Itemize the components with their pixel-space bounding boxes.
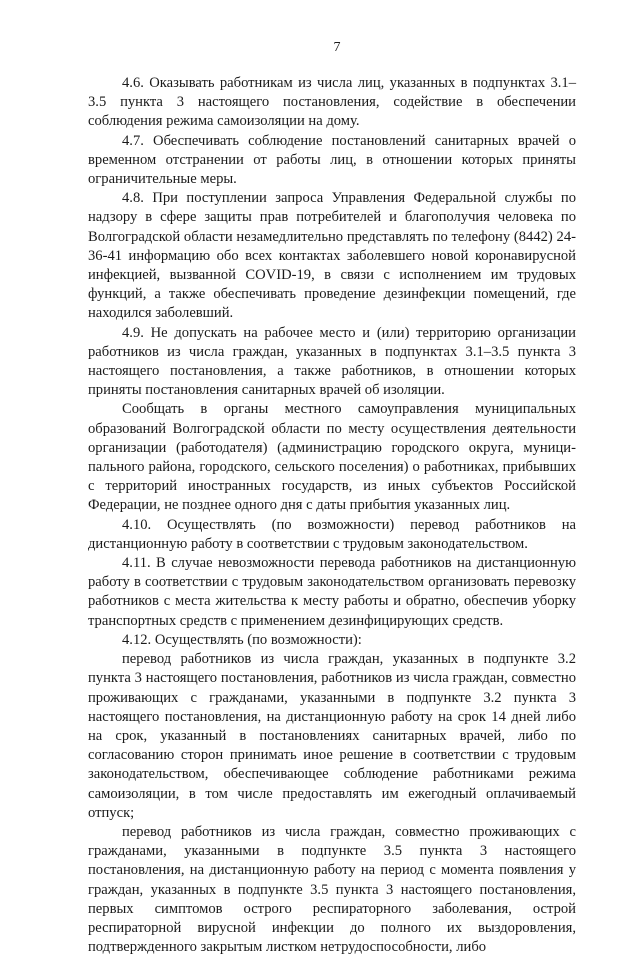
- paragraph-transfer-3-2: перевод работников из числа граждан, указанных в подпункте 3.2 пункта 3 настоящего постановления, работников из числа граждан, совместно проживающих с гражданами, указанными в подпункте 3.2 пункта 3 настоящего постановления, на дистанционную работу на срок 14 дней либо на срок, указанный в постановлениях санитарных врачей, либо по согласованию сторон принимать иное решение в соответствии с трудовым законодательством, обеспечивающее соблюдение работниками режима самоизоляции, в том числе предоставлять им ежегодный оплачиваемый отпуск;: [88, 651, 576, 821]
- paragraph-4-6: 4.6. Оказывать работникам из числа лиц, указанных в подпунктах 3.1–3.5 пункта 3 настоящего постановления, содействие в обеспечении соблюдения режима самоизоляции на дому.: [88, 75, 576, 130]
- page-number: 7: [333, 40, 341, 55]
- paragraph-4-9: 4.9. Не допускать на рабочее место и (или) территорию организации работников из числа граждан, указанных в подпунктах 3.1–3.5 пункта 3 настоящего постановления, а также работников, в отношении которых приняты постановления санитарных врачей об изоляции.: [88, 324, 576, 399]
- paragraph-4-11: 4.11. В случае невозможности перевода работников на дистанционную работу в соответствии с трудовым законодательством организовать перевозку работников с места жительства к месту работы и обратно, обеспечив уборку транспортных средств с применением дезинфицирующих средств.: [88, 555, 576, 629]
- document-body: [88, 74, 576, 957]
- paragraph-4-10: 4.10. Осуществлять (по возможности) перевод работников на дистанционную работу в соответствии с трудовым законодательством.: [88, 516, 576, 552]
- paragraph-transfer-3-5: перевод работников из числа граждан, совместно проживающих с гражданами, указанными в подпункте 3.5 пункта 3 настоящего постановления, на дистанционную работу на период с момента появления у граждан, указанных в подпункте 3.5 пункта 3 настоящего постановления, первых симптомов острого респираторного заболевания, острой респираторной вирусной инфекции до полного их выздоровления, подтвержденного закрытым листком нетрудоспособности, либо: [88, 823, 576, 956]
- paragraph-4-7: 4.7. Обеспечивать соблюдение постановлений санитарных врачей о временном отстранении от работы лиц, в отношении которых приняты ограничительные меры.: [88, 132, 576, 188]
- paragraph-4-12: 4.12. Осуществлять (по возможности):: [122, 631, 362, 648]
- paragraph-notify: Сообщать в органы местного самоуправления муниципальных образований Волгоградской области по месту осуществления деятельности организации (работодателя) (администрацию городского округа, муниципального района, городского, сельского поселения) о работниках, прибывших с территорий иностранных государств, из иных субъектов Российской Федерации, не позднее одного дня с даты прибытия указанных лиц.: [88, 401, 576, 514]
- paragraph-4-8: 4.8. При поступлении запроса Управления Федеральной службы по надзору в сфере защиты прав потребителей и благополучия человека по Волгоградской области незамедлительно представлять по телефону (8442) 24-36-41 информацию обо всех контактах заболевшего новой коронавирусной инфекцией, вызванной COVID-19, в связи с исполнением им трудовых функций, а также обеспечивать проведение дезинфекции помещений, где находился заболевший.: [88, 190, 576, 322]
